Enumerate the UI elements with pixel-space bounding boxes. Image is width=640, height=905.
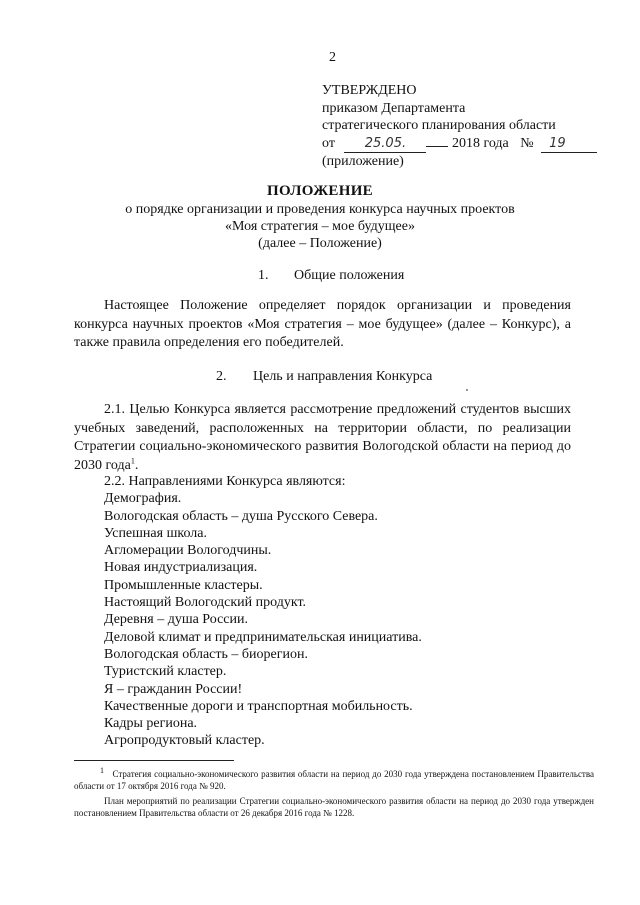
approval-department: стратегического планирования области <box>322 118 556 133</box>
section2-paragraph-text: 2.1. Целью Конкурса является рассмотрение предложений студентов высших учебных заведений, расположенных на территории области, по реализации Стратегии социально-экономического развития Вологодской области на период до 2030 года <box>74 402 571 473</box>
footnote-mark: 1 <box>100 766 104 775</box>
year-text: 2018 года <box>451 135 509 151</box>
list-item: Я – гражданин России! <box>104 681 243 697</box>
list-item: Настоящий Вологодский продукт. <box>104 595 307 611</box>
number-sign: № <box>520 135 534 151</box>
list-item: Деревня – душа России. <box>104 612 249 628</box>
list-item: Вологодская область – душа Русского Севера. <box>104 508 378 524</box>
list-item: Новая индустриализация. <box>104 560 258 576</box>
section1-paragraph: Настоящее Положение определяет порядок организации и проведения конкурса научных проектов «Моя стратегия – мое будущее» (далее – Конкурс), а также правила определения его победителей. <box>74 298 571 350</box>
document-title: ПОЛОЖЕНИЕ <box>267 183 373 199</box>
contest-name: «Моя стратегия – мое будущее» <box>225 219 415 234</box>
list-item: Демография. <box>104 491 182 507</box>
list-item: Качественные дороги и транспортная мобильность. <box>104 698 413 714</box>
footnote-divider <box>74 760 234 761</box>
list-item: Деловой климат и предпринимательская инициатива. <box>104 629 422 645</box>
document-alias: (далее – Положение) <box>258 236 382 251</box>
footnote-1-text: Стратегия социально-экономического развития области на период до 2030 года утверждена постановлением Правительства области от 17 октября 2016 года № 920. <box>74 769 594 791</box>
section2-paragraph: 2.1. Целью Конкурса является рассмотрение предложений студентов высших учебных заведений, расположенных на территории области, по реализации Стратегии социально-экономического развития Вологодской области на период до 2030 года$^1$. <box>74 402 571 473</box>
list-item: 2.2. Направлениями Конкурса являются: <box>104 474 346 489</box>
scan-speck <box>466 389 468 391</box>
approval-order: приказом Департамента <box>322 100 466 116</box>
footnote-2: План мероприятий по реализации Стратегии социально-экономического развития области на период до 2030 года утвержден постановлением Правительства области от 26 декабря 2016 года № 1228. <box>74 796 594 818</box>
page-number: 2 <box>329 50 336 65</box>
handwritten-date: 25.05. <box>344 135 426 154</box>
section2-number: 2. <box>216 369 227 384</box>
footnote-1 <box>74 768 594 792</box>
approval-title: УТВЕРЖДЕНО <box>322 83 417 98</box>
directions-list <box>104 473 422 750</box>
section1-number: 1. <box>258 268 269 283</box>
list-item: Агропродуктовый кластер. <box>104 733 265 749</box>
list-item: Промышленные кластеры. <box>104 577 263 593</box>
section1-title: Общие положения <box>294 268 405 283</box>
list-item: Туристский кластер. <box>104 664 227 680</box>
list-item: Кадры региона. <box>104 716 198 732</box>
footnote-ref: 1 <box>130 455 135 465</box>
approval-date-line <box>322 135 597 154</box>
document-subtitle: о порядке организации и проведения конкурса научных проектов <box>125 202 515 217</box>
approval-appendix: (приложение) <box>322 154 404 169</box>
handwritten-number: 19 <box>541 135 597 154</box>
date-prefix: от <box>322 135 335 151</box>
section2-title: Цель и направления Конкурса <box>253 369 433 384</box>
list-item: Агломерации Вологодчины. <box>104 543 272 559</box>
list-item: Вологодская область – биорегион. <box>104 646 308 662</box>
approval-stamp <box>322 82 597 171</box>
list-item: Успешная школа. <box>104 525 207 541</box>
